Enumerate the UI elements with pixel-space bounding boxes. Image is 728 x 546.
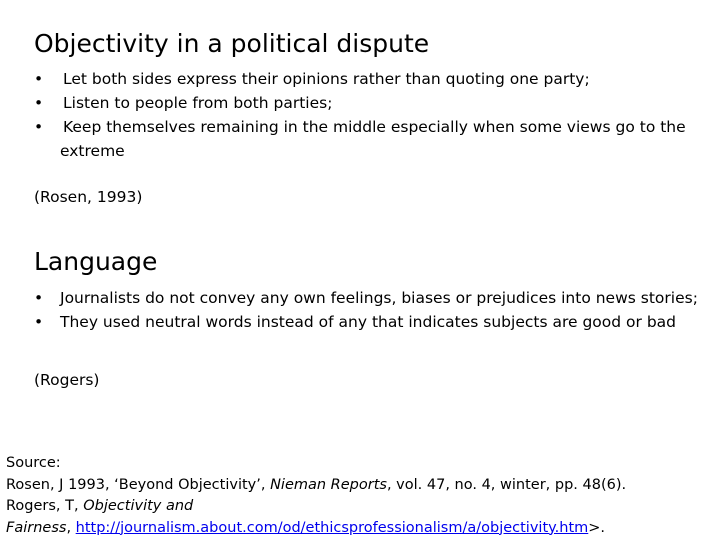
reference-link[interactable]: http://journalism.about.com/od/ethicsprofessionalism/a/objectivity.htm <box>75 519 589 536</box>
article-title: Fairness <box>6 519 67 536</box>
reference-text: , <box>66 519 76 536</box>
bullet-icon: • <box>34 70 44 88</box>
section-title: Language <box>34 247 158 276</box>
bullet-text: Journalists do not convey any own feelings, biases or prejudices into news stories; <box>60 289 698 307</box>
bullet-icon: • <box>34 289 44 307</box>
reference-text: >. <box>588 519 606 536</box>
bullet-list <box>34 67 704 163</box>
bullet-icon: • <box>34 313 44 331</box>
source-label: Source: <box>6 455 61 471</box>
citation: (Rosen, 1993) <box>34 188 143 206</box>
list-item <box>34 67 704 91</box>
bullet-icon: • <box>34 118 44 136</box>
bullet-icon: • <box>34 94 44 112</box>
article-title: Objectivity and <box>83 498 194 514</box>
reference-rogers-line1 <box>6 496 626 518</box>
bullet-text: Let both sides express their opinions rather than quoting one party; <box>63 70 590 88</box>
source-references <box>6 453 626 539</box>
list-item <box>34 310 704 334</box>
reference-rosen <box>6 475 626 497</box>
reference-rogers-line2 <box>6 518 626 540</box>
bullet-list <box>34 286 704 334</box>
bullet-text: Listen to people from both parties; <box>63 94 333 112</box>
journal-title: Nieman Reports <box>270 476 387 493</box>
reference-text: Rogers, T, <box>6 498 84 514</box>
bullet-text: They used neutral words instead of any that indicates subjects are good or bad <box>60 313 676 331</box>
reference-text: , vol. 47, no. 4, winter, pp. 48(6). <box>386 476 627 493</box>
reference-text: Rosen, J 1993, ‘Beyond Objectivity’, <box>6 476 271 493</box>
section-title: Objectivity in a political dispute <box>34 29 430 58</box>
list-item <box>34 91 704 115</box>
list-item <box>34 286 704 310</box>
citation: (Rogers) <box>34 371 100 389</box>
list-item <box>34 115 704 163</box>
bullet-text: Keep themselves remaining in the middle especially when some views go to the extreme <box>60 118 686 160</box>
